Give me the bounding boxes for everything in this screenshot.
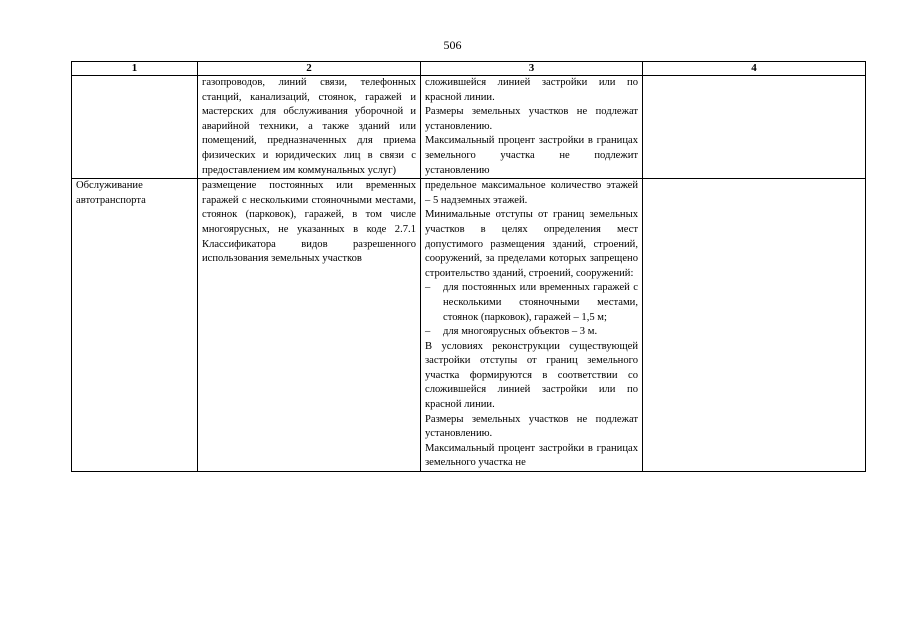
row1-col3-para: Размеры земельных участков не подлежат установлению.	[425, 106, 638, 132]
header-row	[72, 62, 866, 76]
row2-col3-para: Размеры земельных участков не подлежат установлению.	[425, 413, 638, 440]
page-number: 506	[443, 38, 462, 52]
row2-col3-para: Максимальный процент застройки в границах земельного участка не	[425, 442, 638, 469]
row2-col3-para: В условиях реконструкции существующей застройки отступы от границ земельного участка формируются в соответствии со сложившейся линией застройки или по красной линии.	[425, 340, 638, 411]
list-item-text: для постоянных или временных гаражей с несколькими стояночными местами, стоянок (парковок), гаражей – 1,5 м;	[443, 282, 638, 323]
list-item-text: для многоярусных объектов – 3 м.	[443, 326, 598, 338]
header-cell-4: 4	[643, 62, 866, 76]
row2-col3-para: Минимальные отступы от границ земельных участков в целях определения мест допустимого размещения зданий, строений, сооружений, за пределами которых запрещено строительство зданий, строений, сооружений:	[425, 209, 638, 279]
row1-col4-cell	[643, 76, 866, 179]
list-item	[425, 281, 638, 325]
row1-col3-para: сложившейся линией застройки или по красной линии.	[425, 77, 638, 103]
row1-col3-cell	[421, 76, 643, 179]
table-row	[72, 76, 866, 179]
row2-col1-cell: Обслуживание автотранспорта	[72, 179, 198, 472]
row1-col1-cell	[72, 76, 198, 179]
row2-col2-cell: размещение постоянных или временных гаражей с несколькими стояночными местами, стоянок (парковок), гаражей, в том числе многоярусных, не указанных в коде 2.7.1 Классификатора видов разрешенного использования земельных участков	[198, 179, 421, 472]
header-cell-2: 2	[198, 62, 421, 76]
header-cell-3: 3	[421, 62, 643, 76]
table-row	[72, 179, 866, 472]
dash-bullet: –	[425, 282, 431, 294]
row2-col3-cell	[421, 179, 643, 472]
row1-col2-cell: газопроводов, линий связи, телефонных станций, канализаций, стоянок, гаражей и мастерских для обслуживания уборочной и аварийной техники, а также зданий или помещений, предназначенных для приема физических и юридических лиц в связи с предоставлением им коммунальных услуг)	[198, 76, 421, 179]
header-cell-1: 1	[72, 62, 198, 76]
list-item	[425, 325, 638, 340]
row2-col3-para: предельное максимальное количество этажей – 5 надземных этажей.	[425, 180, 638, 206]
row1-col3-para: Максимальный процент застройки в границах земельного участка не подлежит установлению	[425, 135, 638, 176]
row2-col4-cell	[643, 179, 866, 472]
setback-list	[425, 281, 638, 339]
dash-bullet: –	[425, 326, 431, 338]
zoning-table	[71, 61, 866, 472]
